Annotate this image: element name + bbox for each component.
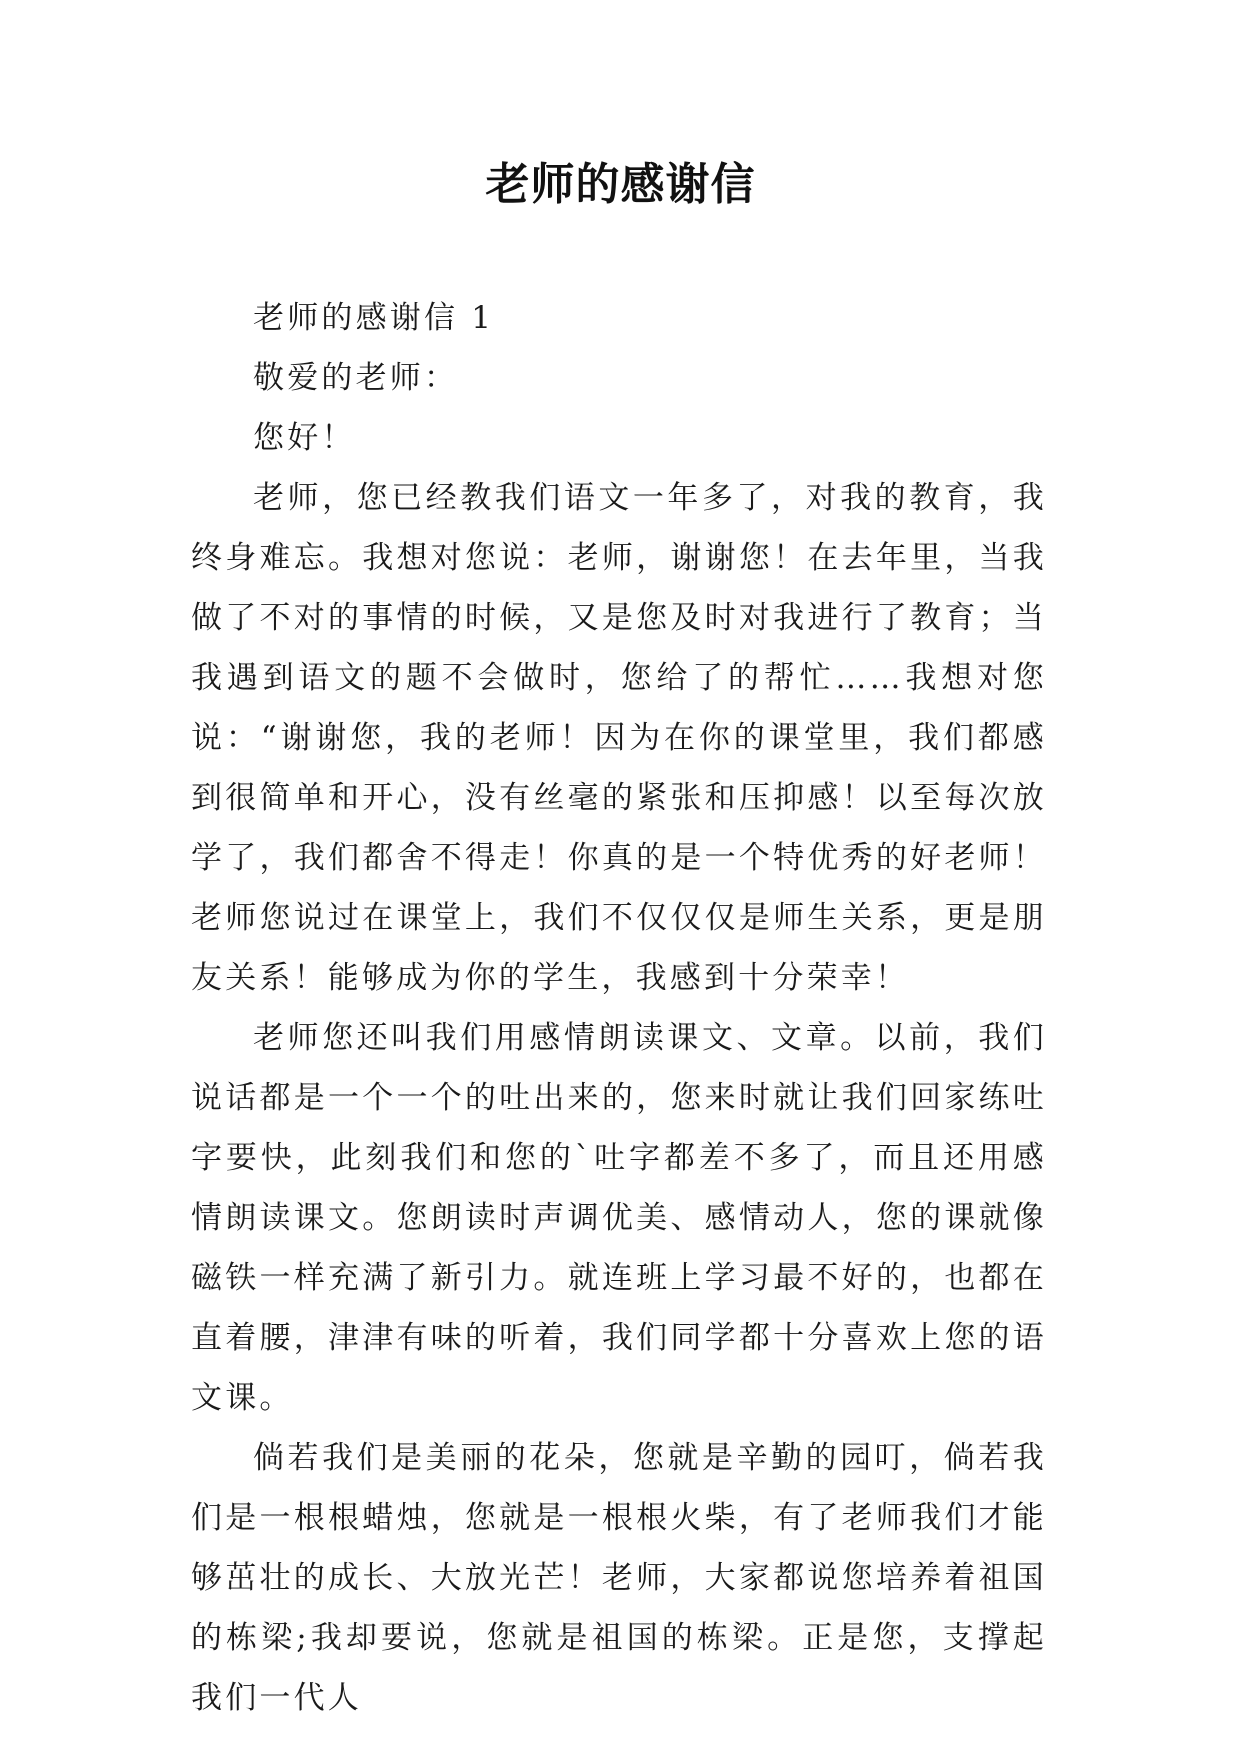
document-body: [191, 288, 1047, 1728]
body-paragraph-2: 老师您还叫我们用感情朗读课文、文章。以前，我们说话都是一个一个的吐出来的，您来时就让我们回家练吐字要快，此刻我们和您的`吐字都差不多了，而且还用感情朗读课文。您朗读时声调优美、感情动人，您的课就像磁铁一样充满了新引力。就连班上学习最不好的，也都在直着腰，津津有味的听着，我们同学都十分喜欢上您的语文课。: [191, 1020, 1047, 1416]
greeting: 您好！: [253, 420, 356, 456]
body-paragraph-3: 倘若我们是美丽的花朵，您就是辛勤的园叮，倘若我们是一根根蜡烛，您就是一根根火柴，有了老师我们才能够茁壮的成长、大放光芒！老师，大家都说您培养着祖国的栋梁;我却要说，您就是祖国的栋梁。正是您，支撑起我们一代人: [191, 1440, 1047, 1716]
salutation: 敬爱的老师：: [253, 360, 459, 396]
section-heading: 老师的感谢信 1: [253, 300, 495, 336]
document-title: 老师的感谢信: [485, 159, 756, 210]
body-paragraph-1: 老师，您已经教我们语文一年多了，对我的教育，我终身难忘。我想对您说：老师，谢谢您！在去年里，当我做了不对的事情的时候，又是您及时对我进行了教育；当我遇到语文的题不会做时，您给了的帮忙……我想对您说：“谢谢您，我的老师！因为在你的课堂里，我们都感到很简单和开心，没有丝毫的紧张和压抑感！以至每次放学了，我们都舍不得走！你真的是一个特优秀的好老师！老师您说过在课堂上，我们不仅仅仅是师生关系，更是朋友关系！能够成为你的学生，我感到十分荣幸！: [191, 480, 1047, 996]
